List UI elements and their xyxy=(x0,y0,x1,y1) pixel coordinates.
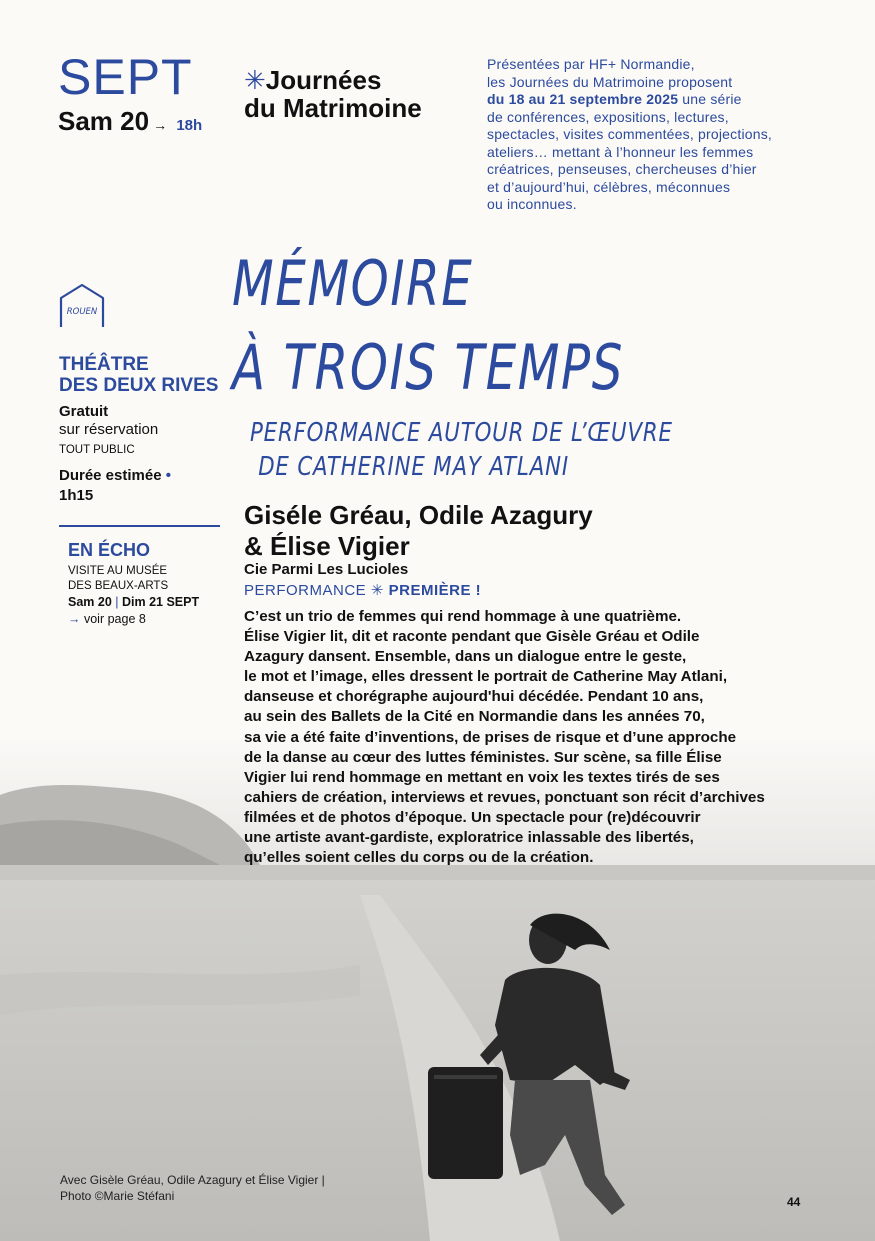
description-line: sa vie a été faite d’inventions, de prises de risque et d’une approche xyxy=(244,728,737,746)
artists-line-1: Giséle Gréau, Odile Azagury xyxy=(244,500,593,530)
show-title xyxy=(232,242,624,410)
echo-line-1: VISITE AU MUSÉE xyxy=(68,565,168,577)
description-line: Azagury dansent. Ensemble, dans un dialogue entre le geste, xyxy=(244,648,687,666)
genre-label: PERFORMANCE xyxy=(244,582,367,599)
echo-page-link[interactable] xyxy=(68,612,146,626)
city-icon-label: ROUEN xyxy=(66,307,98,317)
description-line: de la danse au cœur des luttes féministes. Sur scène, sa fille Élise xyxy=(244,748,722,766)
intro-line: créatrices, penseuses, chercheuses d’hier xyxy=(487,161,757,177)
caption-line-2: Photo ©Marie Stéfani xyxy=(60,1189,175,1203)
bullet-icon: • xyxy=(165,467,171,484)
echo-date-2: Dim 21 SEPT xyxy=(122,595,200,609)
description-line: Élise Vigier lit, dit et raconte pendant que Gisèle Gréau et Odile xyxy=(244,628,700,646)
show-subtitle-line-2: DE CATHERINE MAY ATLANI xyxy=(258,452,570,482)
intro-line: ateliers… mettant à l’honneur les femmes xyxy=(487,143,754,160)
audience-label: TOUT PUBLIC xyxy=(59,444,135,456)
intro-line: et d’aujourd’hui, célèbres, méconnues xyxy=(487,178,731,195)
echo-description xyxy=(68,564,228,594)
echo-heading: EN ÉCHO xyxy=(68,540,151,560)
description-line: C’est un trio de femmes qui rend hommage à une quatrième. xyxy=(244,608,682,625)
festival-name xyxy=(244,66,422,122)
description-line: cahiers de création, interviews et revues, ponctuant son récit d’archives xyxy=(244,788,765,806)
show-subtitle-line-1: PERFORMANCE AUTOUR DE L’ŒUVRE xyxy=(250,418,673,448)
intro-line-rest: une série xyxy=(678,91,742,107)
description-line: Vigier lui rend hommage en mettant en voix les textes tirés de ses xyxy=(244,768,720,786)
company-name: Cie Parmi Les Lucioles xyxy=(244,561,409,578)
venue-line-2: DES DEUX RIVES xyxy=(59,375,219,396)
page-number: 44 xyxy=(787,1195,801,1209)
duration-value: 1h15 xyxy=(59,487,94,504)
description-paragraph xyxy=(244,607,804,868)
event-day: Sam 20 xyxy=(58,106,150,136)
intro-line: de conférences, expositions, lectures, xyxy=(487,108,729,125)
event-time: 18h xyxy=(176,117,203,134)
description-line: une artiste avant-gardiste, exploratrice inlassable des libertés, xyxy=(244,829,694,847)
festival-line-2: du Matrimoine xyxy=(244,93,422,123)
intro-dates: du 18 au 21 septembre 2025 xyxy=(487,91,679,107)
show-subtitle xyxy=(250,416,673,484)
echo-link-text: voir page 8 xyxy=(83,612,146,626)
intro-line: spectacles, visites commentées, projections, xyxy=(487,126,773,142)
venue-name xyxy=(59,354,218,396)
arrow-right-icon: → xyxy=(153,117,168,133)
description-line: filmées et de photos d’époque. Un spectacle pour (re)découvrir xyxy=(244,808,701,826)
echo-dates xyxy=(68,595,199,609)
show-title-line-2: À TROIS TEMPS xyxy=(232,331,624,404)
reservation-note: sur réservation xyxy=(59,421,159,438)
description-line: le mot et l’image, elles dressent le portrait de Catherine May Atlani, xyxy=(244,668,728,686)
duration-info xyxy=(59,466,171,506)
photo-caption xyxy=(60,1172,325,1204)
venue-line-1: THÉÂTRE xyxy=(59,354,149,375)
intro-line: Présentées par HF+ Normandie, xyxy=(487,56,695,72)
caption-line-1: Avec Gisèle Gréau, Odile Azagury et Élise Vigier | xyxy=(60,1173,325,1187)
description-line: danseuse et chorégraphe aujourd'hui décédée. Pendant 10 ans, xyxy=(244,688,704,706)
artists-line-2: & Élise Vigier xyxy=(244,531,410,561)
month-label: SEPT xyxy=(58,49,193,105)
echo-line-2: DES BEAUX-ARTS xyxy=(68,580,169,592)
event-date xyxy=(58,106,202,137)
artists-heading xyxy=(244,500,593,562)
asterisk-icon: ✳ xyxy=(244,65,266,95)
echo-date-1: Sam 20 xyxy=(68,595,112,609)
duration-label: Durée estimée xyxy=(59,467,162,484)
price-label: Gratuit xyxy=(59,403,109,420)
description-line: au sein des Ballets de la Cité en Normandie dans les années 70, xyxy=(244,708,705,726)
festival-intro xyxy=(487,56,787,214)
premiere-tag: PREMIÈRE ! xyxy=(388,582,482,599)
show-title-line-1: MÉMOIRE xyxy=(232,247,474,320)
intro-line: ou inconnues. xyxy=(487,196,577,212)
genre-line xyxy=(244,581,481,599)
festival-line-1: Journées xyxy=(265,65,382,95)
arrow-right-icon: → xyxy=(68,612,81,626)
intro-line: les Journées du Matrimoine proposent xyxy=(487,73,733,90)
echo-date-separator: | xyxy=(115,595,119,609)
description-line: qu’elles soient celles du corps ou de la création. xyxy=(244,849,594,867)
city-house-icon xyxy=(58,283,106,329)
sidebar-divider xyxy=(59,525,220,527)
intro-line xyxy=(487,91,787,109)
asterisk-icon: ✳ xyxy=(370,582,384,599)
